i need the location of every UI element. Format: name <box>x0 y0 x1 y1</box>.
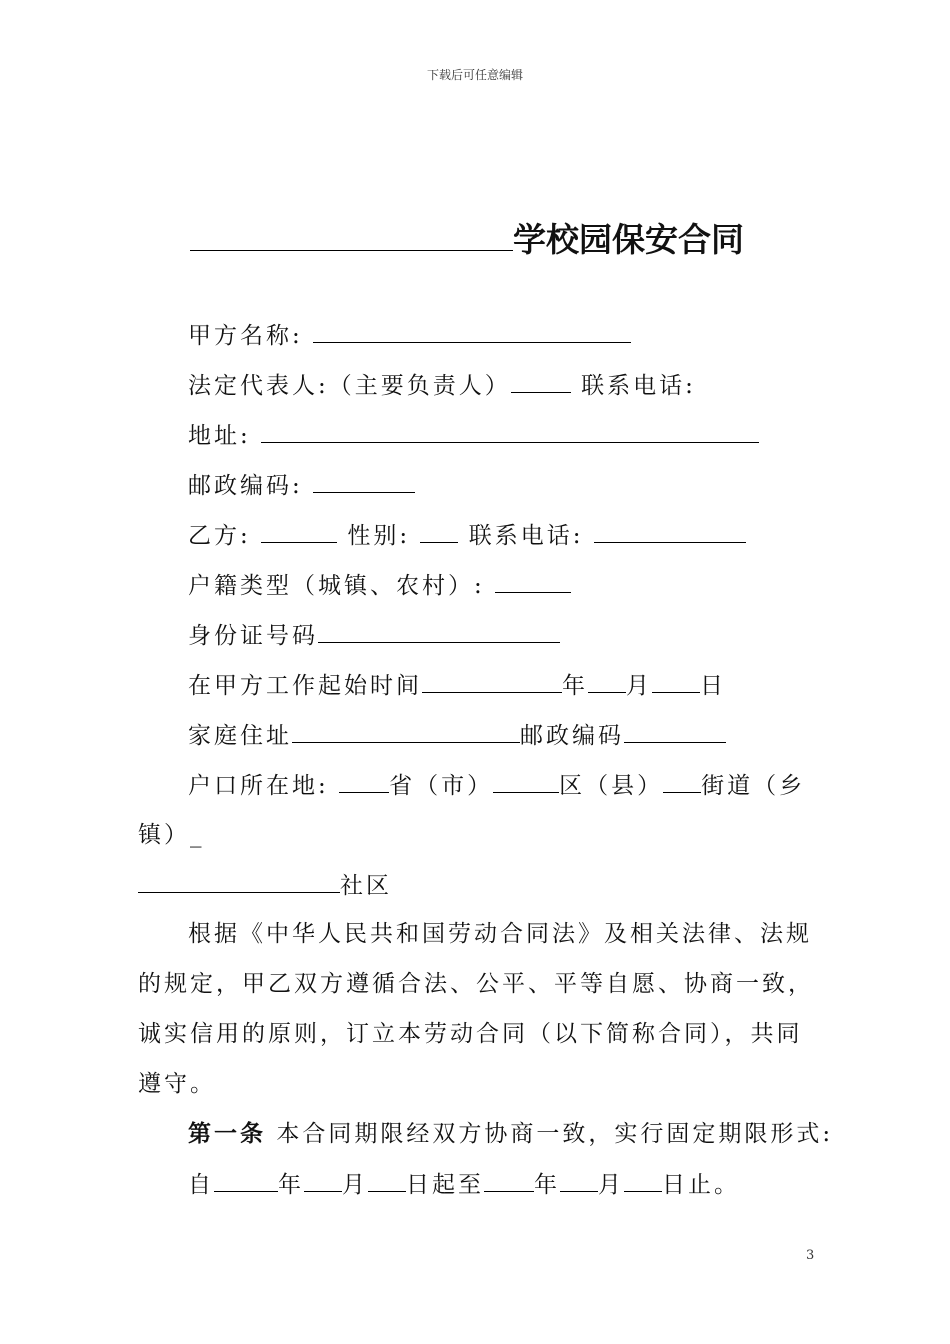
street-text: 街道（乡 <box>701 773 806 799</box>
party-b-gender-blank <box>420 520 458 543</box>
home-address-blank <box>292 720 520 743</box>
from-text: 自 <box>188 1172 214 1198</box>
party-a-postcode-row <box>188 470 415 501</box>
id-number-blank <box>318 620 560 643</box>
from-day-text: 日起至 <box>406 1172 484 1198</box>
party-a-rep-label: 法定代表人:（主要负责人） <box>188 373 511 399</box>
hukou-location-row <box>188 770 805 801</box>
home-address-row <box>188 720 726 751</box>
start-month-blank <box>588 670 626 693</box>
street-blank <box>663 770 701 793</box>
title-blank <box>190 216 513 251</box>
party-a-rep-blank <box>511 370 571 393</box>
party-a-name-blank <box>313 320 631 343</box>
start-date-row <box>188 670 726 701</box>
party-b-label: 乙方: <box>188 523 251 549</box>
town-row <box>138 820 205 850</box>
party-b-row <box>188 520 746 551</box>
to-day-text: 日止。 <box>662 1172 740 1198</box>
party-a-postcode-label: 邮政编码: <box>188 473 303 499</box>
party-b-gender-label: 性别: <box>347 523 411 549</box>
article-1-text: 本合同期限经双方协商一致，实行固定期限形式: <box>276 1121 834 1147</box>
district-blank <box>493 770 559 793</box>
from-year-blank <box>214 1169 278 1192</box>
start-day-blank <box>652 670 700 693</box>
home-postcode-label: 邮政编码 <box>520 723 624 749</box>
start-year-text: 年 <box>562 673 588 699</box>
party-b-phone-label: 联系电话: <box>468 523 584 549</box>
to-year-text: 年 <box>534 1172 560 1198</box>
to-month-blank <box>560 1169 598 1192</box>
from-month-blank <box>304 1169 342 1192</box>
party-a-address-blank <box>261 420 759 443</box>
province-text: 省（市） <box>389 773 494 799</box>
start-month-text: 月 <box>626 673 652 699</box>
community-blank <box>138 870 340 893</box>
article-1-row <box>188 1119 833 1149</box>
to-day-blank <box>624 1169 662 1192</box>
intro-line-2: 的规定，甲乙双方遵循合法、公平、平等自愿、协商一致， <box>138 971 814 997</box>
party-a-rep-row <box>188 370 696 401</box>
party-a-name-label: 甲方名称: <box>188 323 303 349</box>
home-address-label: 家庭住址 <box>188 723 292 749</box>
article-1-dates-row <box>188 1169 740 1200</box>
party-a-phone-label: 联系电话: <box>581 373 696 399</box>
id-number-row <box>188 620 560 651</box>
hukou-type-blank <box>495 570 571 593</box>
hukou-type-label: 户籍类型（城镇、农村）: <box>188 573 485 599</box>
party-a-postcode-blank <box>313 470 415 493</box>
page-header: 下载后可任意编辑 <box>426 68 523 82</box>
community-text: 社区 <box>340 873 392 899</box>
start-year-blank <box>422 670 562 693</box>
from-day-blank <box>368 1169 406 1192</box>
page-number: 3 <box>806 1248 815 1263</box>
hukou-type-row <box>188 570 571 601</box>
party-a-address-row <box>188 420 759 451</box>
article-1-heading: 第一条 <box>188 1120 266 1147</box>
town-text: 镇）_ <box>138 822 205 848</box>
start-date-label: 在甲方工作起始时间 <box>188 673 422 699</box>
hukou-location-label: 户口所在地: <box>188 773 329 799</box>
party-a-name-row <box>188 320 631 351</box>
intro-line-1: 根据《中华人民共和国劳动合同法》及相关法律、法规 <box>188 921 812 947</box>
start-day-text: 日 <box>700 673 726 699</box>
intro-line-3: 诚实信用的原则，订立本劳动合同（以下简称合同），共同 <box>138 1021 803 1047</box>
province-blank <box>339 770 389 793</box>
to-year-blank <box>484 1169 534 1192</box>
from-year-text: 年 <box>278 1172 304 1198</box>
party-a-address-label: 地址: <box>188 423 251 449</box>
to-month-text: 月 <box>598 1172 624 1198</box>
party-b-name-blank <box>261 520 337 543</box>
home-postcode-blank <box>624 720 726 743</box>
party-b-phone-blank <box>594 520 746 543</box>
community-row <box>138 870 392 901</box>
title-text: 学校园保安合同 <box>513 220 744 259</box>
from-month-text: 月 <box>342 1172 368 1198</box>
document-title <box>190 214 790 260</box>
id-number-label: 身份证号码 <box>188 623 318 649</box>
intro-line-4: 遵守。 <box>138 1071 216 1097</box>
district-text: 区（县） <box>559 773 664 799</box>
